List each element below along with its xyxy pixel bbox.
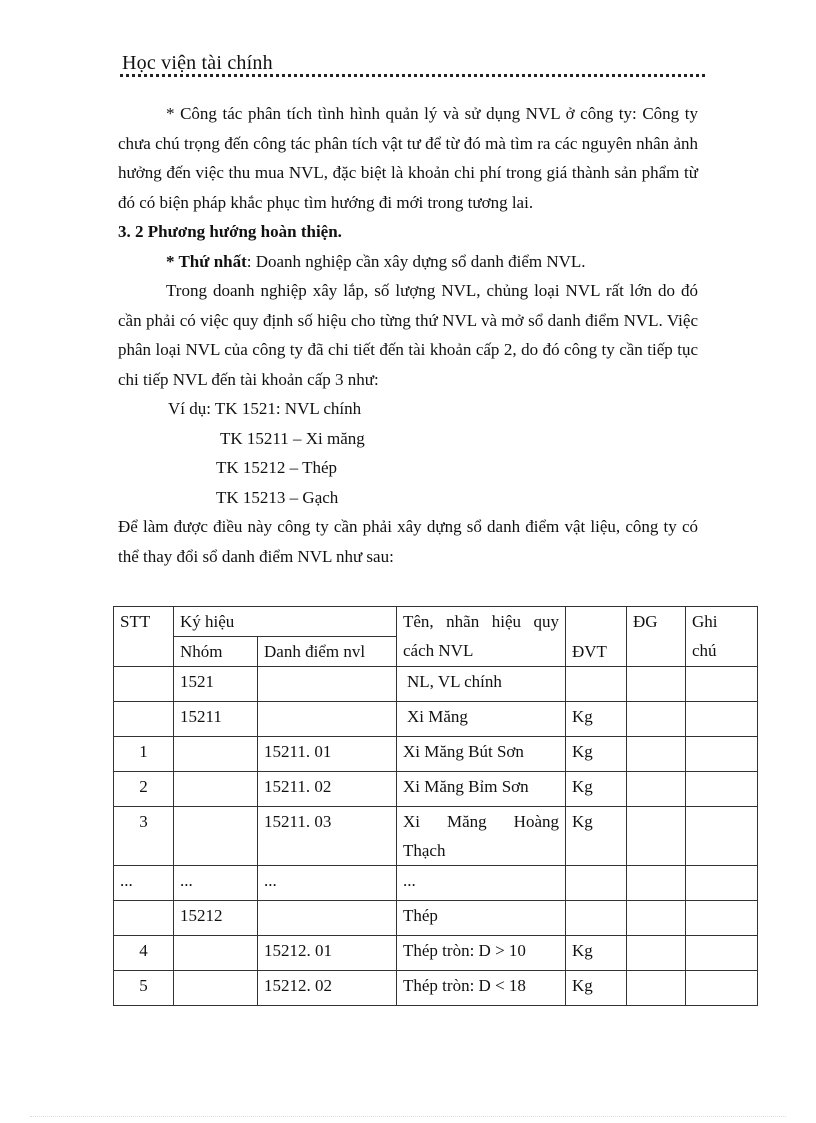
example-line-2: TK 15212 – Thép <box>216 458 338 477</box>
cell-nhom: 1521 <box>174 667 258 702</box>
header-ten-line2: cách NVL <box>403 641 474 660</box>
cell-dg <box>627 702 686 737</box>
header-dvt: ĐVT <box>566 607 627 667</box>
header-stt: STT <box>114 607 174 667</box>
cell-danh-diem <box>258 702 397 737</box>
cell-nhom: 15212 <box>174 901 258 936</box>
cell-dvt: Kg <box>566 772 627 807</box>
cell-dvt <box>566 667 627 702</box>
cell-danh-diem <box>258 667 397 702</box>
header-ky-hieu: Ký hiệu <box>174 607 397 637</box>
cell-ten: Thép tròn: D > 10 <box>397 936 566 971</box>
cell-stt: 1 <box>114 737 174 772</box>
cell-ghi-chu <box>686 971 758 1006</box>
cell-ghi-chu <box>686 866 758 901</box>
cell-danh-diem: 15211. 02 <box>258 772 397 807</box>
section-heading: 3. 2 Phương hướng hoàn thiện. <box>118 222 342 241</box>
example-line-1: TK 15211 – Xi măng <box>220 428 365 448</box>
cell-stt: 3 <box>114 807 174 866</box>
page-header <box>120 52 705 82</box>
cell-ten: Thép tròn: D < 18 <box>397 971 566 1006</box>
table-row <box>114 737 758 772</box>
cell-dg <box>627 807 686 866</box>
cell-stt <box>114 702 174 737</box>
cell-dg <box>627 866 686 901</box>
cell-stt: ... <box>114 866 174 901</box>
cell-dg <box>627 936 686 971</box>
cell-nhom: ... <box>174 866 258 901</box>
cell-ten: NL, VL chính <box>397 667 566 702</box>
table-header-row <box>114 607 758 637</box>
cell-ten: ... <box>397 866 566 901</box>
cell-ten: Xi Măng Bút Sơn <box>397 737 566 772</box>
cell-ten: Xi Măng Bỉm Sơn <box>397 772 566 807</box>
cell-ghi-chu <box>686 807 758 866</box>
table-row <box>114 667 758 702</box>
example-line-3: TK 15213 – Gạch <box>216 487 339 507</box>
cell-stt: 2 <box>114 772 174 807</box>
cell-dg <box>627 971 686 1006</box>
cell-ten: Thép <box>397 901 566 936</box>
table-row <box>114 971 758 1006</box>
cell-nhom <box>174 936 258 971</box>
cell-nhom <box>174 772 258 807</box>
cell-ghi-chu <box>686 737 758 772</box>
cell-nhom <box>174 737 258 772</box>
cell-ghi-chu <box>686 772 758 807</box>
header-dotted-rule <box>120 74 705 77</box>
cell-dvt <box>566 866 627 901</box>
table-row <box>114 772 758 807</box>
cell-dvt <box>566 901 627 936</box>
cell-dvt: Kg <box>566 737 627 772</box>
cell-danh-diem: 15211. 03 <box>258 807 397 866</box>
cell-ten <box>397 807 566 866</box>
paragraph-classification: Trong doanh nghiệp xây lắp, số lượng NVL, chủng loại NVL rất lớn do đó cần phải có việc quy định số hiệu cho từng thứ NVL và mở sổ danh điểm NVL. Việc phân loại NVL của công ty đã chi tiết đến tài khoản cấp 2, do đó công ty cần tiếp tục chi tiếp NVL đến tài khoản cấp 3 như: <box>118 281 698 389</box>
table-row <box>114 936 758 971</box>
header-nhom: Nhóm <box>174 637 258 667</box>
cell-stt: 5 <box>114 971 174 1006</box>
paragraph-first <box>118 247 698 277</box>
header-danh-diem: Danh điểm nvl <box>258 637 397 667</box>
paragraph-analysis: * Công tác phân tích tình hình quản lý và sử dụng NVL ở công ty: Công ty chưa chú trọng đến công tác phân tích vật tư để từ đó mà tìm ra các nguyên nhân ảnh hưởng đến việc thu mua NVL, đặc biệt là khoản chi phí trong giá thành sản phẩm từ đó có biện pháp khắc phục tìm hướng đi mới trong tương lai. <box>118 104 698 212</box>
footer-dotted-rule <box>30 1116 786 1117</box>
table-row <box>114 866 758 901</box>
header-ghi-chu <box>686 607 758 667</box>
header-ten <box>397 607 566 667</box>
paragraph-intro-table: Để làm được điều này công ty cần phải xây dựng sổ danh điểm vật liệu, công ty có thể thay đổi sổ danh điểm NVL như sau: <box>118 517 698 566</box>
cell-danh-diem: ... <box>258 866 397 901</box>
first-text: : Doanh nghiệp cần xây dựng sổ danh điểm NVL. <box>246 251 586 271</box>
cell-danh-diem: 15211. 01 <box>258 737 397 772</box>
cell-ghi-chu <box>686 936 758 971</box>
cell-stt <box>114 667 174 702</box>
cell-dvt: Kg <box>566 702 627 737</box>
cell-ten-line2: Thạch <box>403 841 446 860</box>
cell-dg <box>627 772 686 807</box>
cell-dvt: Kg <box>566 971 627 1006</box>
cell-ten-line1: Xi Măng Hoàng <box>403 812 559 831</box>
cell-dg <box>627 667 686 702</box>
cell-ghi-chu <box>686 667 758 702</box>
cell-stt <box>114 901 174 936</box>
table-row <box>114 807 758 866</box>
cell-dvt: Kg <box>566 807 627 866</box>
cell-nhom: 15211 <box>174 702 258 737</box>
cell-ghi-chu <box>686 702 758 737</box>
cell-danh-diem <box>258 901 397 936</box>
cell-ten: Xi Măng <box>397 702 566 737</box>
cell-dvt: Kg <box>566 936 627 971</box>
cell-nhom <box>174 807 258 866</box>
header-dg: ĐG <box>627 607 686 667</box>
cell-stt: 4 <box>114 936 174 971</box>
header-ghi-line1: Ghi <box>692 612 718 631</box>
cell-danh-diem: 15212. 01 <box>258 936 397 971</box>
example-intro: Ví dụ: TK 1521: NVL chính <box>168 399 362 418</box>
header-ten-line1: Tên, nhãn hiệu quy <box>403 612 559 631</box>
table-row <box>114 702 758 737</box>
document-body <box>118 99 698 571</box>
cell-dg <box>627 901 686 936</box>
cell-nhom <box>174 971 258 1006</box>
danh-diem-table <box>113 606 758 1006</box>
first-label: * Thứ nhất <box>166 251 247 271</box>
header-ghi-line2: chú <box>692 641 717 660</box>
cell-danh-diem: 15212. 02 <box>258 971 397 1006</box>
cell-ghi-chu <box>686 901 758 936</box>
table-row <box>114 901 758 936</box>
cell-dg <box>627 737 686 772</box>
header-title: Học viện tài chính <box>122 52 273 74</box>
